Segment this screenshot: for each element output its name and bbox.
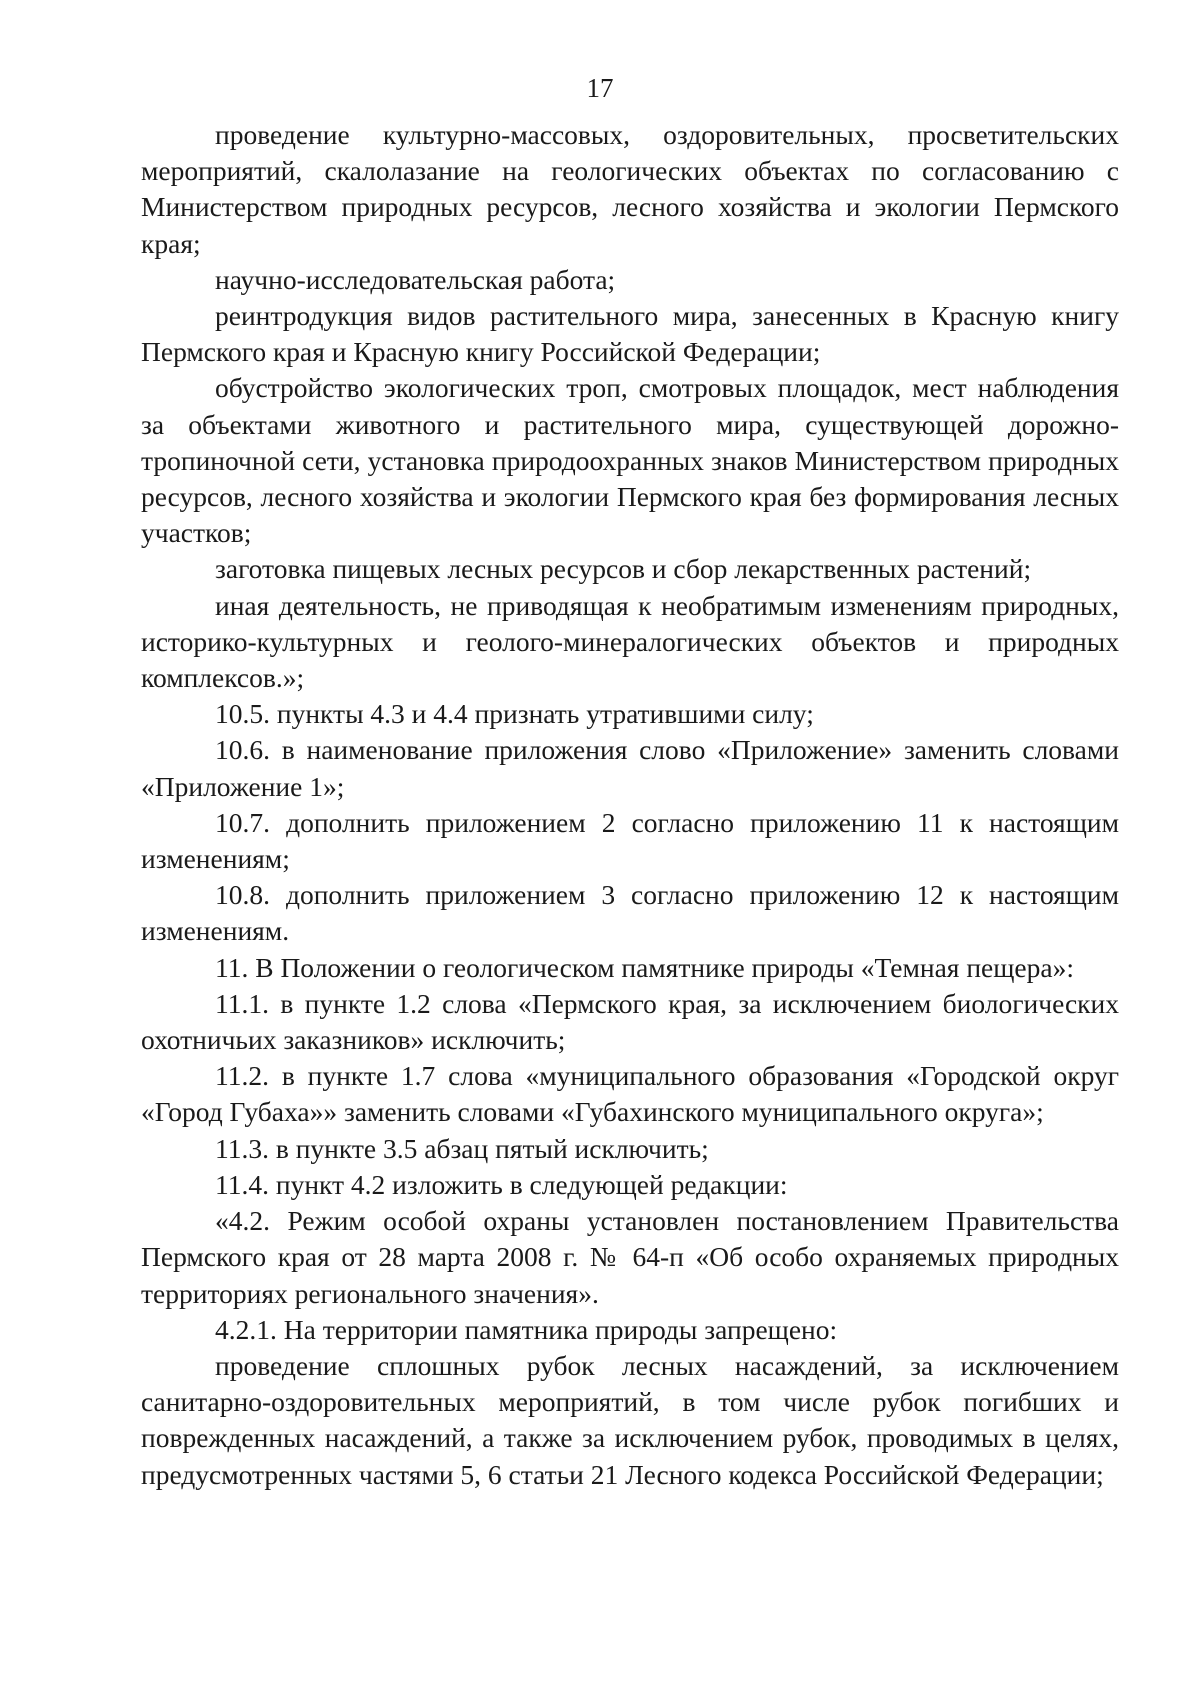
paragraph: научно-исследовательская работа; bbox=[215, 263, 616, 295]
paragraph: 10.8. дополнить приложением 3 согласно приложению 12 к настоящим изменениям. bbox=[141, 879, 1119, 947]
paragraph: 10.7. дополнить приложением 2 согласно приложению 11 к настоящим изменениям; bbox=[141, 806, 1119, 875]
paragraph: 11.1. в пункте 1.2 слова «Пермского края, за исключением биологических охотничьих заказников» исключить; bbox=[141, 987, 1119, 1056]
paragraph: проведение культурно-массовых, оздоровительных, просветительских мероприятий, скалолазание на геологических объектах по согласованию с Министерством природных ресурсов, лесного хозяйства и экологии Пермского края; bbox=[141, 119, 1119, 259]
paragraph: 4.2.1. На территории памятника природы запрещено: bbox=[215, 1313, 838, 1345]
paragraph: «4.2. Режим особой охраны установлен постановлением Правительства Пермского края от 28 марта 2008 г. № 64-п «Об особо охраняемых природных территориях регионального значения». bbox=[141, 1205, 1119, 1309]
paragraph: обустройство экологических троп, смотровых площадок, мест наблюдения за объектами животного и растительного мира, существующей дорожно-тропиночной сети, установка природоохранных знаков Министерством природных ресурсов, лесного хозяйства и экологии Пермского края без формирования лесных участков; bbox=[141, 372, 1119, 549]
document-body bbox=[141, 117, 1119, 1493]
paragraph: 11.2. в пункте 1.7 слова «муниципального образования «Городской округ «Город Губаха»» заменить словами «Губахинского муниципального округа»; bbox=[141, 1060, 1119, 1128]
paragraph: 11.3. в пункте 3.5 абзац пятый исключить; bbox=[215, 1132, 709, 1164]
page-number: 17 bbox=[586, 73, 614, 103]
paragraph: заготовка пищевых лесных ресурсов и сбор лекарственных растений; bbox=[215, 553, 1032, 585]
paragraph: 11.4. пункт 4.2 изложить в следующей редакции: bbox=[215, 1168, 788, 1200]
paragraph: реинтродукция видов растительного мира, занесенных в Красную книгу Пермского края и Красную книгу Российской Федерации; bbox=[141, 300, 1119, 368]
paragraph: 11. В Положении о геологическом памятнике природы «Темная пещера»: bbox=[215, 951, 1074, 983]
paragraph: 10.6. в наименование приложения слово «Приложение» заменить словами «Приложение 1»; bbox=[141, 734, 1119, 802]
paragraph: иная деятельность, не приводящая к необратимым изменениям природных, историко-культурных и геолого-минералогических объектов и природных комплексов.»; bbox=[141, 589, 1119, 694]
paragraph: проведение сплошных рубок лесных насаждений, за исключением санитарно-оздоровительных мероприятий, в том числе рубок погибших и поврежденных насаждений, а также за исключением рубок, проводимых в целях, предусмотренных частями 5, 6 статьи 21 Лесного кодекса Российской Федерации; bbox=[141, 1349, 1119, 1490]
paragraph: 10.5. пункты 4.3 и 4.4 признать утратившими силу; bbox=[215, 698, 814, 730]
